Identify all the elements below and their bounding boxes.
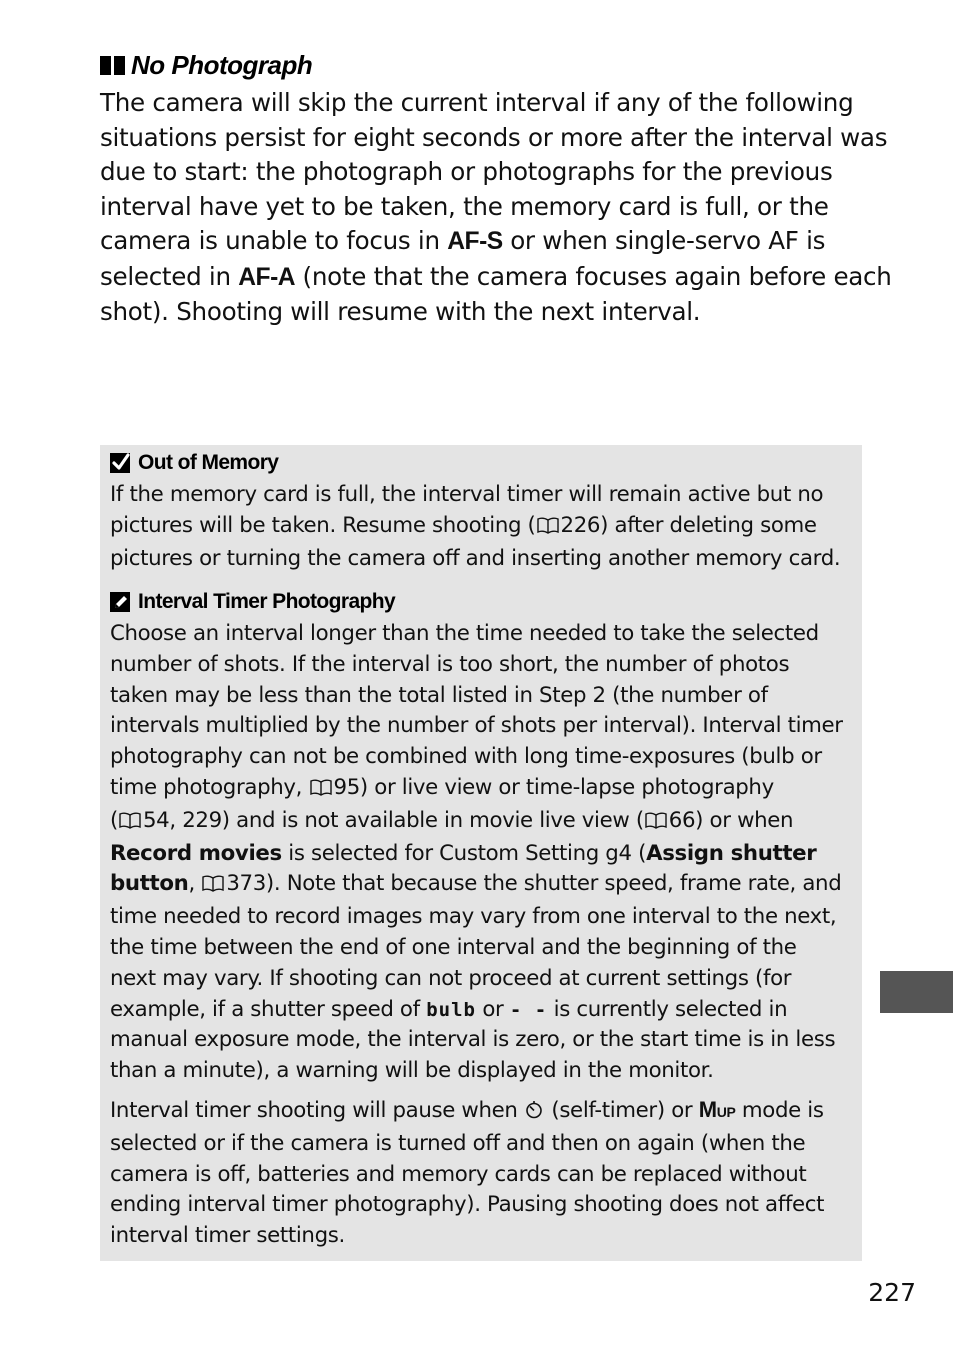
paragraph-line: The camera will skip the current interval if any of the following (100, 88, 854, 117)
book-icon (119, 808, 141, 839)
chapter-thumb-tab (880, 971, 953, 1013)
interval-timer-pause-paragraph (110, 1095, 860, 1252)
paragraph-line: next may vary. If shooting can not proceed at current settings (for (110, 965, 792, 991)
paragraph-line: pictures or turning the camera off and inserting another memory card. (110, 545, 841, 571)
paragraph-line: time photography, 95) or live view or time-lapse photography (110, 773, 860, 806)
af-s-mode-label: AF-S (447, 228, 503, 255)
paragraph-line: time needed to record images may vary from one interval to the next, (110, 904, 837, 930)
paragraph-line: number of shots. If the interval is too short, the number of photos (110, 651, 790, 677)
book-icon (310, 775, 332, 806)
paragraph-line: camera is off, batteries and memory cards can be replaced without (110, 1161, 807, 1187)
menu-item-name: Record movies (110, 840, 282, 866)
interval-timer-body (110, 619, 860, 1087)
self-timer-icon (525, 1098, 543, 1129)
paragraph-line: due to start: the photograph or photographs for the previous (100, 157, 833, 186)
paragraph-line: Interval timer shooting will pause when (self-timer) or MUP mode is (110, 1095, 860, 1129)
paragraph-line: example, if a shutter speed of bulb or - - is currently selected in (110, 996, 788, 1022)
paragraph-line: interval have yet to be taken, the memory card is full, or the (100, 191, 829, 221)
mup-mode-label: M (698, 1097, 717, 1122)
menu-item-name: Assign shutter (646, 840, 817, 866)
note-title: Out of Memory (138, 451, 279, 474)
pencil-box-icon (110, 591, 132, 613)
paragraph-line: button, 373). Note that because the shutter speed, frame rate, and (110, 869, 860, 902)
intro-paragraph (100, 86, 892, 330)
bulb-display-text: bulb (426, 998, 476, 1021)
mup-mode-suffix: UP (716, 1104, 736, 1120)
paragraph-line: ( 54, 229) and is not available in movie live view ( 66) or when (110, 806, 860, 839)
paragraph-line: selected or if the camera is turned off and then on again (when the (110, 1130, 806, 1156)
interval-timer-heading (110, 590, 395, 614)
note-title: Interval Timer Photography (138, 590, 396, 613)
paragraph-line: situations persist for eight seconds or more after the interval was (100, 122, 888, 152)
paragraph-line: selected in AF-A (note that the camera focuses again before each (100, 261, 892, 291)
paragraph-line: intervals multiplied by the number of shots per interval). Interval timer (110, 713, 843, 739)
paragraph-line: ending interval timer photography). Pausing shooting does not affect (110, 1192, 825, 1218)
section-title: No Photograph (131, 50, 313, 80)
section-heading (100, 50, 312, 81)
book-icon (202, 871, 224, 902)
paragraph-line: camera is unable to focus in AF-S or when single-servo AF is (100, 226, 826, 255)
paragraph-line: Record movies is selected for Custom Setting g4 (Assign shutter (110, 840, 817, 866)
paragraph-line: photography can not be combined with long time-exposures (bulb or (110, 744, 822, 770)
menu-item-name: button (110, 871, 189, 897)
paragraph-line: than a minute), a warning will be displayed in the monitor. (110, 1058, 714, 1084)
paragraph-line: If the memory card is full, the interval timer will remain active but no (110, 482, 824, 507)
book-icon (537, 513, 559, 544)
paragraph-line: Choose an interval longer than the time needed to take the selected (110, 621, 819, 646)
paragraph-line: the time between the end of one interval and the beginning of the (110, 934, 797, 960)
paragraph-line: manual exposure mode, the interval is zero, or the start time is in less (110, 1027, 836, 1053)
paragraph-line: interval timer settings. (110, 1223, 345, 1249)
out-of-memory-heading (110, 451, 278, 475)
page-number: 227 (868, 1278, 916, 1307)
paragraph-line: shot). Shooting will resume with the next interval. (100, 297, 701, 326)
af-a-mode-label: AF-A (238, 263, 296, 291)
paragraph-line: taken may be less than the total listed in Step 2 (the number of (110, 682, 768, 708)
book-icon (645, 808, 667, 839)
dash-display-text: - - (509, 998, 548, 1021)
out-of-memory-body (110, 480, 860, 574)
paragraph-line: pictures will be taken. Resume shooting ( 226) after deleting some (110, 511, 860, 544)
checkmark-box-icon (110, 452, 132, 474)
double-bar-icon (100, 56, 125, 75)
